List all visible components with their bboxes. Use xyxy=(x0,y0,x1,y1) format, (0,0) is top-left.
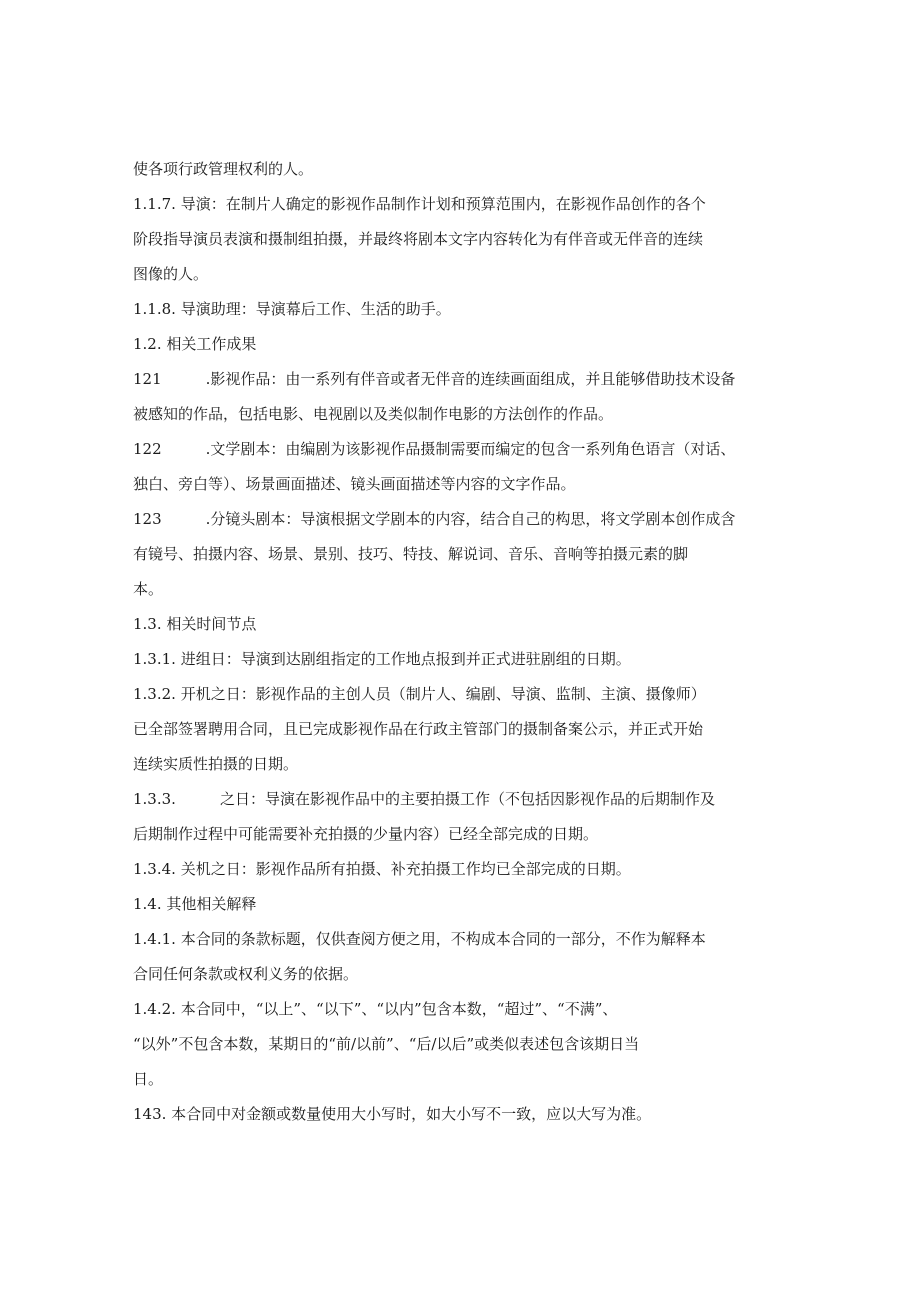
clause-number: 121 xyxy=(133,370,162,388)
clause-1-1-7: 1.1.7. 导演：在制片人确定的影视作品制作计划和预算范围内，在影视作品创作的各个 xyxy=(133,195,706,213)
clause-1-3-4: 1.3.4. 关机之日：影视作品所有拍摄、补充拍摄工作均已全部完成的日期。 xyxy=(133,860,631,878)
clause-number: 122 xyxy=(133,440,162,458)
clause-number: 1.3.3. xyxy=(133,790,176,808)
clause-143: 143. 本合同中对金额或数量使用大小写时，如大小写不一致，应以大写为准。 xyxy=(133,1105,652,1123)
clause-1-4-1: 1.4.1. 本合同的条款标题，仅供查阅方便之用，不构成本合同的一部分，不作为解释本 xyxy=(133,930,706,948)
clause-text: 之日：导演在影视作品中的主要拍摄工作（不包括因影视作品的后期制作及 xyxy=(219,790,715,808)
text-line: 已全部签署聘用合同，且已完成影视作品在行政主管部门的摄制备案公示，并正式开始 xyxy=(133,720,704,738)
text-line: 后期制作过程中可能需要补充拍摄的少量内容）已经全部完成的日期。 xyxy=(133,825,599,843)
clause-1-3-3 xyxy=(133,782,788,817)
document-body xyxy=(133,152,788,1132)
clause-1-3-1: 1.3.1. 进组日：导演到达剧组指定的工作地点报到并正式进驻剧组的日期。 xyxy=(133,650,631,668)
clause-1-4-2: 1.4.2. 本合同中，“以上”、“以下”、“以内”包含本数，“超过”、“不满”、 xyxy=(133,1000,618,1018)
text-line: 独白、旁白等）、场景画面描述、镜头画面描述等内容的文字作品。 xyxy=(133,475,576,493)
text-line: 阶段指导演员表演和摄制组拍摄，并最终将剧本文字内容转化为有伴音或无伴音的连续 xyxy=(133,230,704,248)
text-line: 连续实质性拍摄的日期。 xyxy=(133,755,299,773)
clause-121 xyxy=(133,362,788,397)
section-heading-1-2: 1.2. 相关工作成果 xyxy=(133,335,257,353)
text-line: 被感知的作品，包括电影、电视剧以及类似制作电影的方法创作的作品。 xyxy=(133,405,614,423)
text-line: 合同任何条款或权利义务的依据。 xyxy=(133,965,359,983)
clause-text: .文学剧本：由编剧为该影视作品摄制需要而编定的包含一系列角色语言（对话、 xyxy=(205,440,736,458)
clause-123 xyxy=(133,502,788,537)
clause-122 xyxy=(133,432,788,467)
clause-text: .分镜头剧本：导演根据文学剧本的内容，结合自己的构思，将文学剧本创作成含 xyxy=(205,510,736,528)
text-line: “以外”不包含本数，某期日的“前/以前”、“后/以后”或类似表述包含该期日当 xyxy=(133,1035,640,1053)
section-heading-1-4: 1.4. 其他相关解释 xyxy=(133,895,257,913)
clause-1-3-2: 1.3.2. 开机之日：影视作品的主创人员（制片人、编剧、导演、监制、主演、摄像师） xyxy=(133,685,706,703)
section-heading-1-3: 1.3. 相关时间节点 xyxy=(133,615,257,633)
clause-text: .影视作品：由一系列有伴音或者无伴音的连续画面组成，并且能够借助技术设备 xyxy=(205,370,736,388)
clause-1-1-8: 1.1.8. 导演助理：导演幕后工作、生活的助手。 xyxy=(133,300,451,318)
text-line: 图像的人。 xyxy=(133,265,209,283)
clause-number: 123 xyxy=(133,510,162,528)
text-line: 使各项行政管理权利的人。 xyxy=(133,160,314,178)
text-line: 日。 xyxy=(133,1070,164,1088)
text-line: 有镜号、拍摄内容、场景、景别、技巧、特技、解说词、音乐、音响等拍摄元素的脚 xyxy=(133,545,689,563)
text-line: 本。 xyxy=(133,580,164,598)
